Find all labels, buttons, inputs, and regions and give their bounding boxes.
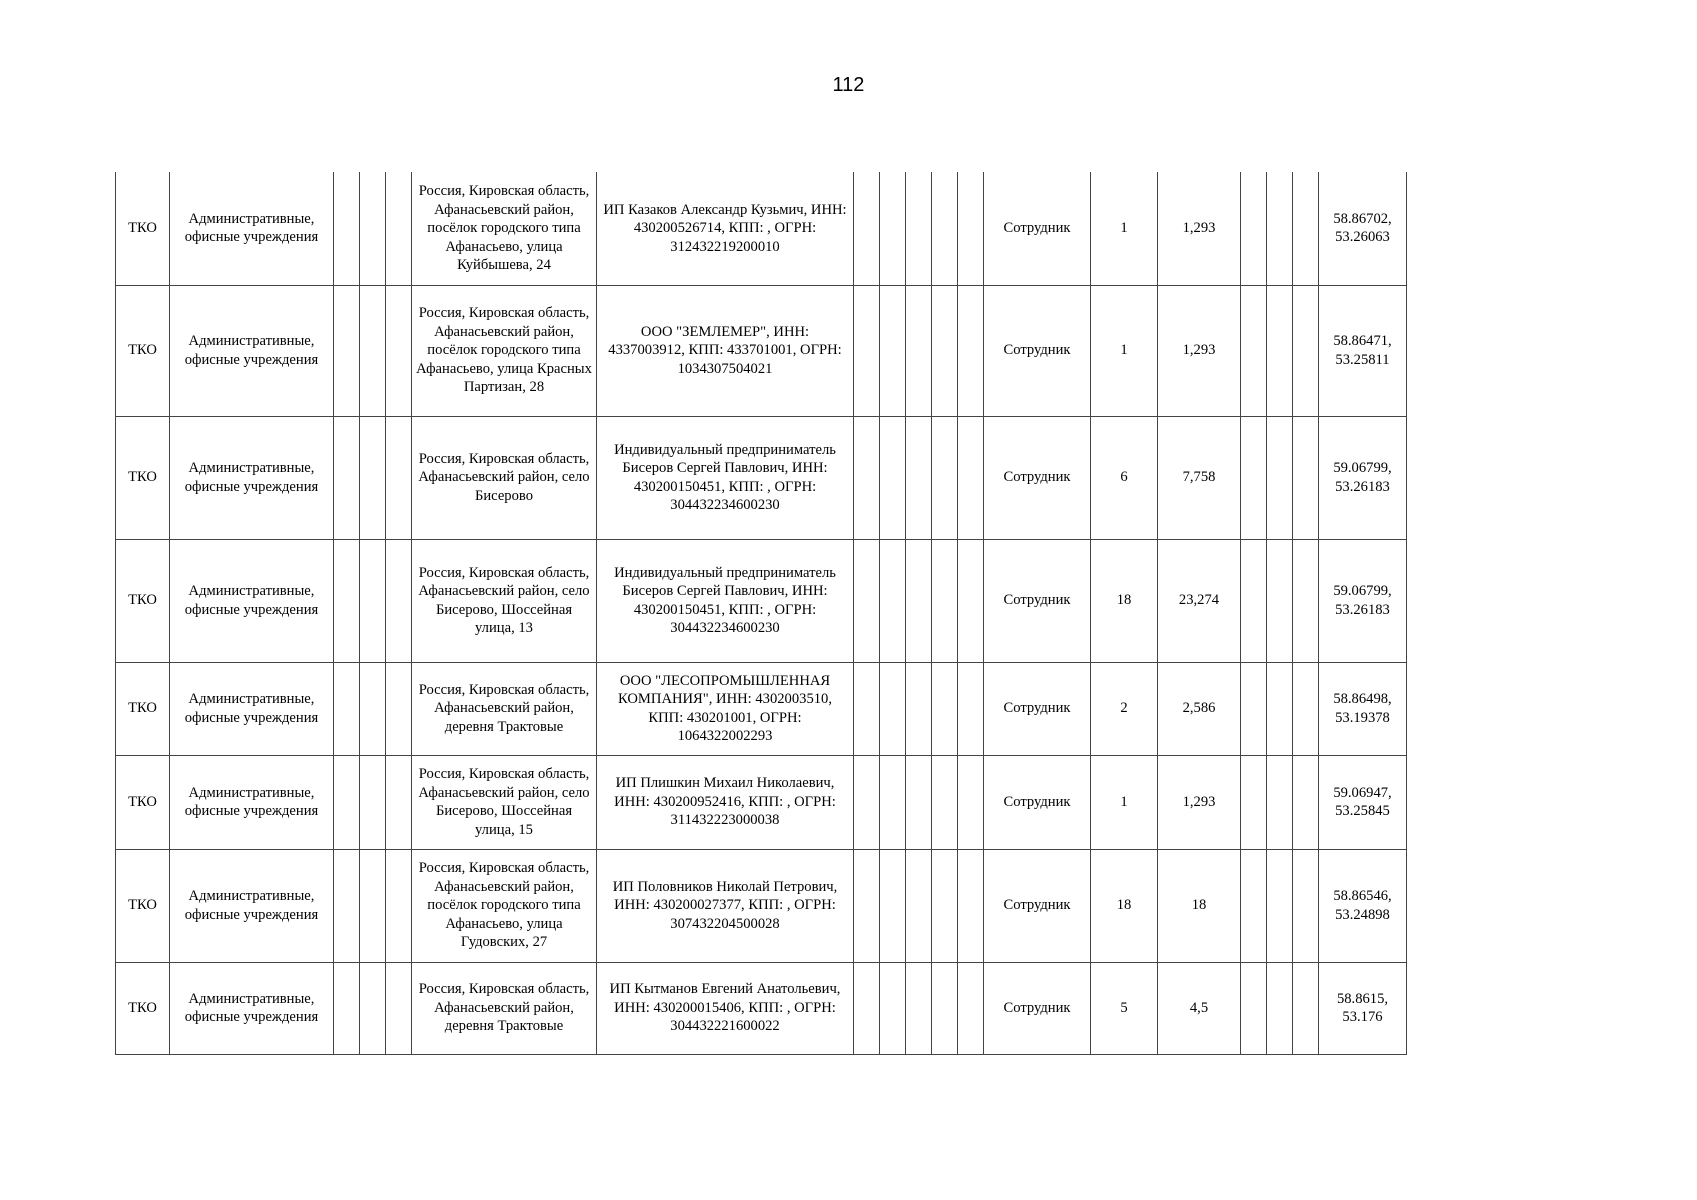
table-row [116, 285, 1407, 416]
category-cell: Административные, офисные учреждения [170, 285, 334, 416]
category-cell: Административные, офисные учреждения [170, 539, 334, 662]
empty-cell [1293, 172, 1319, 285]
empty-cell [854, 416, 880, 539]
empty-cell [1267, 662, 1293, 755]
volume-cell: 18 [1158, 849, 1241, 962]
table-row [116, 172, 1407, 285]
empty-cell [958, 755, 984, 849]
volume-cell: 1,293 [1158, 172, 1241, 285]
empty-cell [1241, 849, 1267, 962]
empty-cell [1241, 416, 1267, 539]
category-cell: Административные, офисные учреждения [170, 172, 334, 285]
empty-cell [334, 962, 360, 1054]
table-row [116, 416, 1407, 539]
empty-cell [854, 755, 880, 849]
empty-cell [932, 416, 958, 539]
empty-cell [360, 539, 386, 662]
empty-cell [854, 849, 880, 962]
empty-cell [334, 285, 360, 416]
empty-cell [360, 416, 386, 539]
empty-cell [958, 539, 984, 662]
volume-cell: 4,5 [1158, 962, 1241, 1054]
empty-cell [906, 285, 932, 416]
empty-cell [932, 662, 958, 755]
empty-cell [1267, 962, 1293, 1054]
empty-cell [334, 755, 360, 849]
empty-cell [1267, 172, 1293, 285]
empty-cell [1241, 539, 1267, 662]
waste-type-cell: ТКО [116, 285, 170, 416]
empty-cell [360, 849, 386, 962]
empty-cell [334, 416, 360, 539]
category-cell: Административные, офисные учреждения [170, 416, 334, 539]
empty-cell [906, 416, 932, 539]
empty-cell [1267, 416, 1293, 539]
address-cell: Россия, Кировская область, Афанасьевский район, деревня Трактовые [412, 662, 597, 755]
empty-cell [958, 962, 984, 1054]
organization-cell: ИП Казаков Александр Кузьмич, ИНН: 430200526714, КПП: , ОГРН: 312432219200010 [597, 172, 854, 285]
organization-cell: ИП Плишкин Михаил Николаевич, ИНН: 430200952416, КПП: , ОГРН: 311432223000038 [597, 755, 854, 849]
empty-cell [1293, 962, 1319, 1054]
waste-type-cell: ТКО [116, 172, 170, 285]
empty-cell [360, 755, 386, 849]
empty-cell [906, 962, 932, 1054]
empty-cell [386, 755, 412, 849]
unit-cell: Сотрудник [984, 662, 1091, 755]
empty-cell [334, 849, 360, 962]
empty-cell [386, 285, 412, 416]
empty-cell [1267, 539, 1293, 662]
waste-type-cell: ТКО [116, 849, 170, 962]
unit-cell: Сотрудник [984, 416, 1091, 539]
unit-cell: Сотрудник [984, 285, 1091, 416]
organization-cell: ООО "ЛЕСОПРОМЫШЛЕННАЯ КОМПАНИЯ", ИНН: 4302003510, КПП: 430201001, ОГРН: 1064322002293 [597, 662, 854, 755]
empty-cell [360, 285, 386, 416]
address-cell: Россия, Кировская область, Афанасьевский район, посёлок городского типа Афанасьево, улица Куйбышева, 24 [412, 172, 597, 285]
empty-cell [386, 416, 412, 539]
waste-type-cell: ТКО [116, 416, 170, 539]
empty-cell [1267, 849, 1293, 962]
count-cell: 1 [1091, 285, 1158, 416]
empty-cell [906, 755, 932, 849]
empty-cell [958, 416, 984, 539]
address-cell: Россия, Кировская область, Афанасьевский район, посёлок городского типа Афанасьево, улица Гудовских, 27 [412, 849, 597, 962]
volume-cell: 1,293 [1158, 755, 1241, 849]
organization-cell: ООО "ЗЕМЛЕМЕР", ИНН: 4337003912, КПП: 433701001, ОГРН: 1034307504021 [597, 285, 854, 416]
empty-cell [1241, 172, 1267, 285]
empty-cell [880, 172, 906, 285]
count-cell: 5 [1091, 962, 1158, 1054]
organization-cell: Индивидуальный предприниматель Бисеров Сергей Павлович, ИНН: 430200150451, КПП: , ОГРН: 304432234600230 [597, 416, 854, 539]
empty-cell [906, 539, 932, 662]
empty-cell [880, 285, 906, 416]
empty-cell [880, 662, 906, 755]
coordinates-cell: 58.86546, 53.24898 [1319, 849, 1407, 962]
empty-cell [1293, 285, 1319, 416]
empty-cell [958, 662, 984, 755]
empty-cell [1241, 285, 1267, 416]
count-cell: 1 [1091, 172, 1158, 285]
page-number: 112 [832, 74, 865, 96]
empty-cell [1267, 285, 1293, 416]
empty-cell [1241, 755, 1267, 849]
count-cell: 18 [1091, 539, 1158, 662]
volume-cell: 2,586 [1158, 662, 1241, 755]
table-row [116, 539, 1407, 662]
empty-cell [1241, 962, 1267, 1054]
empty-cell [906, 172, 932, 285]
empty-cell [958, 172, 984, 285]
volume-cell: 1,293 [1158, 285, 1241, 416]
organization-cell: ИП Кытманов Евгений Анатольевич, ИНН: 430200015406, КПП: , ОГРН: 304432221600022 [597, 962, 854, 1054]
unit-cell: Сотрудник [984, 172, 1091, 285]
waste-type-cell: ТКО [116, 662, 170, 755]
address-cell: Россия, Кировская область, Афанасьевский район, село Бисерово, Шоссейная улица, 15 [412, 755, 597, 849]
volume-cell: 7,758 [1158, 416, 1241, 539]
empty-cell [386, 539, 412, 662]
count-cell: 1 [1091, 755, 1158, 849]
address-cell: Россия, Кировская область, Афанасьевский район, посёлок городского типа Афанасьево, улица Красных Партизан, 28 [412, 285, 597, 416]
empty-cell [958, 849, 984, 962]
category-cell: Административные, офисные учреждения [170, 662, 334, 755]
waste-type-cell: ТКО [116, 539, 170, 662]
empty-cell [932, 849, 958, 962]
count-cell: 2 [1091, 662, 1158, 755]
table-row [116, 755, 1407, 849]
volume-cell: 23,274 [1158, 539, 1241, 662]
empty-cell [386, 172, 412, 285]
organization-cell: Индивидуальный предприниматель Бисеров Сергей Павлович, ИНН: 430200150451, КПП: , ОГРН: 304432234600230 [597, 539, 854, 662]
unit-cell: Сотрудник [984, 755, 1091, 849]
empty-cell [1293, 849, 1319, 962]
empty-cell [880, 755, 906, 849]
empty-cell [932, 962, 958, 1054]
empty-cell [854, 172, 880, 285]
empty-cell [334, 172, 360, 285]
count-cell: 6 [1091, 416, 1158, 539]
empty-cell [906, 662, 932, 755]
empty-cell [386, 849, 412, 962]
empty-cell [880, 416, 906, 539]
coordinates-cell: 58.86702, 53.26063 [1319, 172, 1407, 285]
empty-cell [1293, 662, 1319, 755]
empty-cell [1267, 755, 1293, 849]
organization-cell: ИП Половников Николай Петрович, ИНН: 430200027377, КПП: , ОГРН: 307432204500028 [597, 849, 854, 962]
empty-cell [906, 849, 932, 962]
empty-cell [958, 285, 984, 416]
coordinates-cell: 59.06799, 53.26183 [1319, 539, 1407, 662]
empty-cell [932, 755, 958, 849]
empty-cell [360, 172, 386, 285]
empty-cell [1293, 539, 1319, 662]
empty-cell [854, 662, 880, 755]
empty-cell [854, 962, 880, 1054]
empty-cell [360, 662, 386, 755]
waste-type-cell: ТКО [116, 755, 170, 849]
empty-cell [880, 962, 906, 1054]
empty-cell [334, 539, 360, 662]
coordinates-cell: 59.06947, 53.25845 [1319, 755, 1407, 849]
empty-cell [854, 539, 880, 662]
empty-cell [386, 962, 412, 1054]
address-cell: Россия, Кировская область, Афанасьевский район, село Бисерово, Шоссейная улица, 13 [412, 539, 597, 662]
empty-cell [932, 539, 958, 662]
coordinates-cell: 58.86471, 53.25811 [1319, 285, 1407, 416]
empty-cell [360, 962, 386, 1054]
unit-cell: Сотрудник [984, 849, 1091, 962]
empty-cell [880, 849, 906, 962]
coordinates-cell: 58.86498, 53.19378 [1319, 662, 1407, 755]
empty-cell [932, 172, 958, 285]
count-cell: 18 [1091, 849, 1158, 962]
empty-cell [334, 662, 360, 755]
waste-sources-table [115, 172, 1407, 1055]
category-cell: Административные, офисные учреждения [170, 755, 334, 849]
address-cell: Россия, Кировская область, Афанасьевский район, село Бисерово [412, 416, 597, 539]
table-row [116, 849, 1407, 962]
coordinates-cell: 58.8615, 53.176 [1319, 962, 1407, 1054]
waste-type-cell: ТКО [116, 962, 170, 1054]
empty-cell [1293, 416, 1319, 539]
category-cell: Административные, офисные учреждения [170, 849, 334, 962]
empty-cell [854, 285, 880, 416]
unit-cell: Сотрудник [984, 962, 1091, 1054]
empty-cell [386, 662, 412, 755]
category-cell: Административные, офисные учреждения [170, 962, 334, 1054]
empty-cell [1241, 662, 1267, 755]
empty-cell [1293, 755, 1319, 849]
coordinates-cell: 59.06799, 53.26183 [1319, 416, 1407, 539]
address-cell: Россия, Кировская область, Афанасьевский район, деревня Трактовые [412, 962, 597, 1054]
table-row [116, 962, 1407, 1054]
table-row [116, 662, 1407, 755]
empty-cell [932, 285, 958, 416]
unit-cell: Сотрудник [984, 539, 1091, 662]
empty-cell [880, 539, 906, 662]
